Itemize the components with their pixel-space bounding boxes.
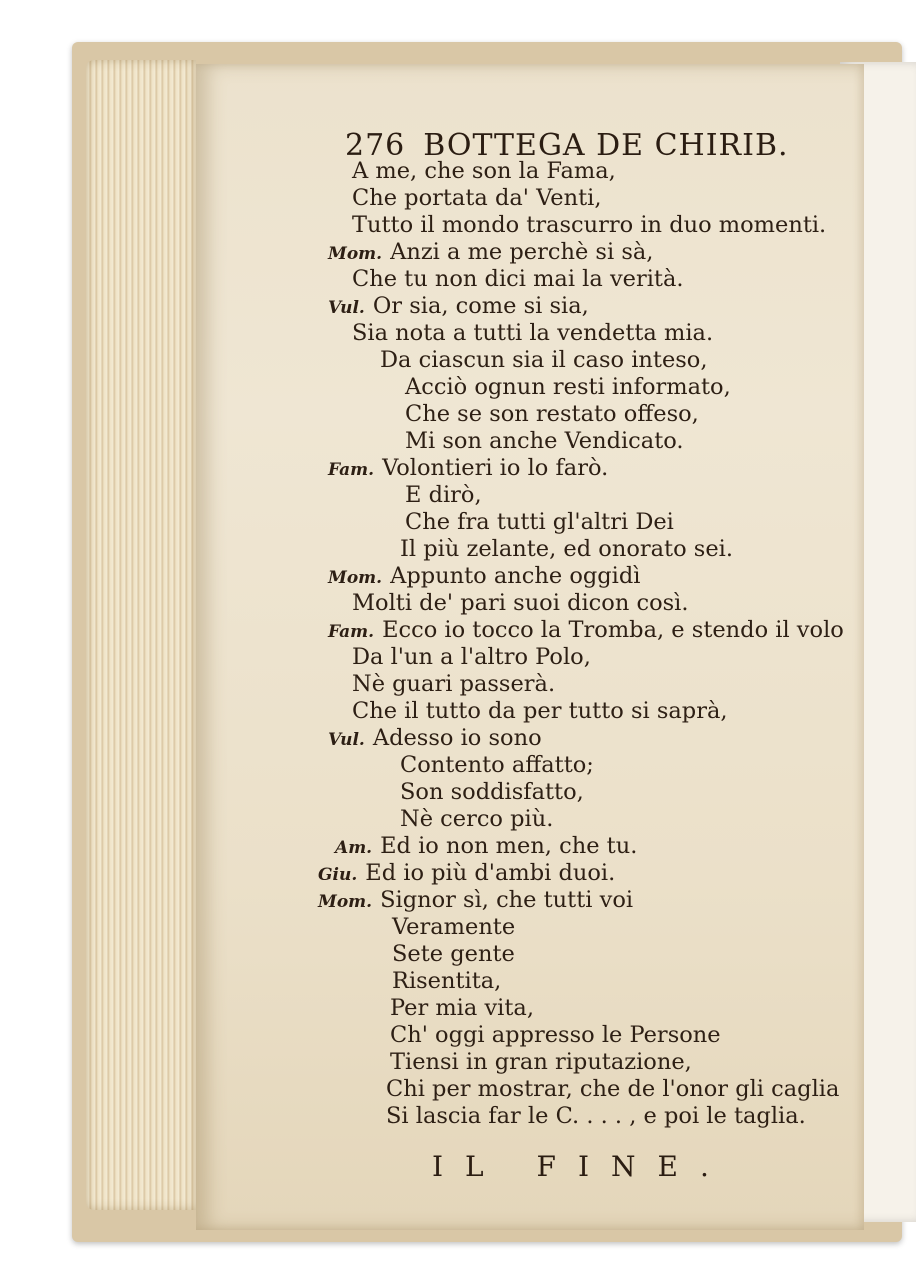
verse-line (318, 860, 615, 888)
verse-line-text: Chi per mostrar, che de l'onor gli caglia (386, 1076, 840, 1102)
speaker-label: Vul. (328, 298, 365, 318)
speaker-label: Fam. (328, 622, 375, 642)
running-title: BOTTEGA DE CHIRIB. (423, 128, 789, 163)
verse-line-text: Per mia vita, (390, 995, 534, 1021)
speaker-label: Giu. (318, 865, 358, 885)
verse-line (405, 401, 699, 427)
verse-line (392, 941, 515, 967)
verse-line (405, 428, 684, 454)
verse-line-text: Nè guari passerà. (352, 671, 556, 697)
verse-line-text: Volontieri io lo farò. (382, 455, 609, 481)
verse-line-text: Tiensi in gran riputazione, (390, 1049, 692, 1075)
verse-line-text: Adesso io sono (372, 725, 542, 751)
verse-line (352, 698, 728, 724)
verse-line-text: Che se son restato offeso, (405, 401, 699, 427)
verse-line (392, 914, 515, 940)
verse-line (352, 590, 689, 616)
verse-line-text: Sete gente (392, 941, 515, 967)
verse-line (328, 563, 640, 591)
verse-line-text: Risentita, (392, 968, 502, 994)
page-edges (86, 60, 196, 1210)
verse-line-text: Ecco io tocco la Tromba, e stendo il volo (382, 617, 844, 643)
verse-line-text: Acciò ognun resti informato, (405, 374, 731, 400)
verse-line-text: Signor sì, che tutti voi (380, 887, 634, 913)
verse-line-text: Ed io non men, che tu. (380, 833, 638, 859)
speaker-label: Am. (335, 838, 373, 858)
verse-line-text: E dirò, (405, 482, 482, 508)
verse-line (400, 806, 553, 832)
verse-line (328, 617, 844, 645)
verse-line-text: Da l'un a l'altro Polo, (352, 644, 591, 670)
verse-line (400, 779, 584, 805)
verse-line-text: Che fra tutti gl'altri Dei (405, 509, 674, 535)
speaker-label: Fam. (328, 460, 375, 480)
verse-line-text: Ch' oggi appresso le Persone (390, 1022, 721, 1048)
verse-line-text: Che tu non dici mai la verità. (352, 266, 684, 292)
verse-line-text: Si lascia far le C. . . . , e poi le taglia. (386, 1103, 806, 1129)
verse-line (352, 644, 591, 670)
speaker-label: Mom. (328, 568, 383, 588)
verse-line (318, 887, 633, 915)
verse-line (405, 374, 731, 400)
verse-line (392, 968, 501, 994)
verse-line-text: A me, che son la Fama, (352, 158, 616, 184)
verse-line-text: Veramente (392, 914, 516, 940)
verse-line-text: Nè cerco più. (400, 806, 554, 832)
speaker-label: Mom. (318, 892, 373, 912)
verse-line-text: Il più zelante, ed onorato sei. (400, 536, 733, 562)
verse-line (352, 185, 601, 211)
speaker-label: Vul. (328, 730, 365, 750)
verse-line (352, 158, 616, 184)
verse-line (390, 1049, 692, 1075)
verse-line (380, 347, 708, 373)
page-number: 276 (345, 128, 406, 163)
verse-line (400, 536, 733, 562)
end-mark: IL FINE. (432, 1150, 731, 1183)
verse-line (352, 212, 826, 238)
verse-line-text: Che il tutto da per tutto si saprà, (352, 698, 728, 724)
verse-line-text: Or sia, come si sia, (372, 293, 589, 319)
verse-line (352, 320, 713, 346)
verse-line-text: Appunto anche oggidì (390, 563, 641, 589)
verse-line (328, 293, 589, 321)
verse-line (352, 266, 684, 292)
verse-line-text: Ed io più d'ambi duoi. (365, 860, 616, 886)
verse-line-text: Anzi a me perchè si sà, (390, 239, 654, 265)
verse-line (390, 995, 534, 1021)
speaker-label: Mom. (328, 244, 383, 264)
verse-line-text: Contento affatto; (400, 752, 594, 778)
verse-line (352, 671, 555, 697)
verse-line (328, 455, 608, 483)
verse-line-text: Mi son anche Vendicato. (405, 428, 684, 454)
verse-line-text: Da ciascun sia il caso inteso, (380, 347, 708, 373)
verse-line (328, 239, 653, 267)
verse-line-text: Molti de' pari suoi dicon così. (352, 590, 689, 616)
verse-line (405, 482, 482, 508)
verse-line (390, 1022, 721, 1048)
verse-line (400, 752, 594, 778)
verse-line-text: Sia nota a tutti la vendetta mia. (352, 320, 714, 346)
verse-line (386, 1103, 806, 1129)
verse-line (405, 509, 674, 535)
verse-line-text: Son soddisfatto, (400, 779, 584, 805)
verse-line-text: Che portata da' Venti, (352, 185, 602, 211)
verse-line (386, 1076, 839, 1102)
verse-line (335, 833, 637, 861)
verse-line-text: Tutto il mondo trascurro in duo momenti. (352, 212, 827, 238)
verse-line (328, 725, 542, 753)
